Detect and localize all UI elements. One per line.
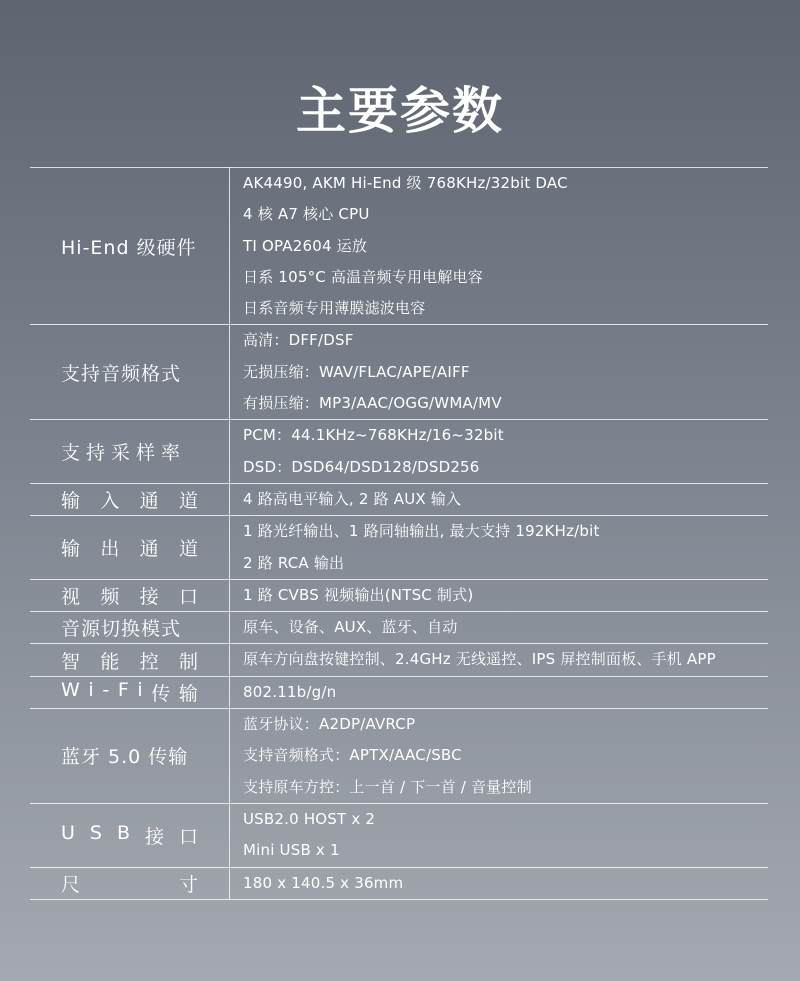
spec-values-cell — [230, 644, 769, 676]
spec-label-cell — [30, 168, 230, 325]
spec-label: 智 能 控 制 — [61, 650, 199, 673]
spec-values-cell — [230, 709, 769, 804]
spec-value-line: AK4490, AKM Hi-End 级 768KHz/32bit DAC — [243, 174, 568, 192]
spec-label: 支持音频格式 — [61, 362, 182, 385]
spec-row — [30, 644, 768, 676]
spec-values-cell — [230, 516, 769, 580]
spec-row — [30, 420, 768, 484]
spec-label-cell — [30, 325, 230, 420]
spec-label-cell — [30, 612, 230, 644]
spec-value-line: 802.11b/g/n — [243, 682, 337, 701]
spec-value-line: 有损压缩：MP3/AAC/OGG/WMA/MV — [243, 394, 502, 413]
spec-values-cell — [230, 579, 769, 611]
spec-row — [30, 168, 768, 325]
spec-values-cell — [230, 168, 769, 325]
spec-row — [30, 483, 768, 515]
spec-value-line: Mini USB x 1 — [243, 841, 340, 860]
spec-values-cell — [230, 803, 769, 867]
spec-value-line: 日系音频专用薄膜滤波电容 — [243, 299, 426, 318]
page-title: 主要参数 — [296, 82, 504, 140]
spec-table-body — [30, 168, 768, 900]
spec-value-line: 原车、设备、AUX、蓝牙、自动 — [243, 618, 458, 637]
spec-label-cell — [30, 579, 230, 611]
spec-values-cell — [230, 867, 769, 899]
spec-value-line: 4 路高电平输入, 2 路 AUX 输入 — [243, 489, 462, 508]
spec-label: 蓝牙 5.0 传输 — [61, 746, 189, 769]
spec-value-line: 180 x 140.5 x 36mm — [243, 873, 404, 892]
spec-values-cell — [230, 483, 769, 515]
spec-label: U S B 接 口 — [61, 821, 199, 848]
spec-value-line: 日系 105°C 高温音频专用电解电容 — [243, 267, 483, 286]
spec-label: Hi-End 级硬件 — [61, 236, 197, 259]
spec-value-line: 2 路 RCA 输出 — [243, 553, 345, 572]
spec-label-cell — [30, 420, 230, 484]
spec-row — [30, 325, 768, 420]
spec-value-line: DSD：DSD64/DSD128/DSD256 — [243, 457, 480, 476]
spec-value-line: 1 路光纤输出、1 路同轴输出, 最大支持 192KHz/bit — [243, 522, 600, 541]
spec-row — [30, 867, 768, 899]
spec-values-cell — [230, 676, 769, 708]
spec-value-line: PCM：44.1KHz~768KHz/16~32bit — [243, 426, 504, 445]
spec-label-cell — [30, 644, 230, 676]
spec-label: 视 频 接 口 — [61, 586, 199, 608]
spec-label: W i - F i 传 输 — [61, 678, 199, 705]
spec-label: 输 出 通 道 — [61, 538, 199, 561]
spec-value-line: 1 路 CVBS 视频输出(NTSC 制式) — [243, 585, 474, 604]
spec-label: 支持采样率 — [61, 442, 187, 465]
spec-values-cell — [230, 325, 769, 420]
spec-row — [30, 612, 768, 644]
spec-label-cell — [30, 676, 230, 708]
spec-label-cell — [30, 516, 230, 580]
spec-row — [30, 676, 768, 708]
spec-table — [30, 167, 768, 900]
spec-label-cell — [30, 803, 230, 867]
spec-value-line: 4 核 A7 核心 CPU — [243, 205, 370, 224]
spec-row — [30, 803, 768, 867]
spec-label-cell — [30, 867, 230, 899]
spec-value-line: 原车方向盘按键控制、2.4GHz 无线遥控、IPS 屏控制面板、手机 APP — [243, 650, 716, 669]
spec-value-line: 高清：DFF/DSF — [243, 331, 354, 350]
spec-label: 尺 寸 — [61, 873, 199, 896]
spec-row — [30, 709, 768, 804]
spec-row — [30, 579, 768, 611]
spec-value-line: USB2.0 HOST x 2 — [243, 809, 376, 828]
spec-value-line: TI OPA2604 运放 — [243, 236, 368, 255]
spec-value-line: 蓝牙协议：A2DP/AVRCP — [243, 715, 416, 734]
spec-value-line: 无损压缩：WAV/FLAC/APE/AIFF — [243, 362, 470, 381]
spec-label-cell — [30, 483, 230, 515]
spec-value-line: 支持原车方控：上一首 / 下一首 / 音量控制 — [243, 777, 532, 796]
spec-values-cell — [230, 420, 769, 484]
spec-label: 输 入 通 道 — [61, 490, 199, 513]
spec-label: 音源切换模式 — [61, 618, 182, 641]
spec-value-line: 支持音频格式：APTX/AAC/SBC — [243, 746, 462, 765]
spec-row — [30, 516, 768, 580]
spec-label-cell — [30, 709, 230, 804]
spec-values-cell — [230, 612, 769, 644]
